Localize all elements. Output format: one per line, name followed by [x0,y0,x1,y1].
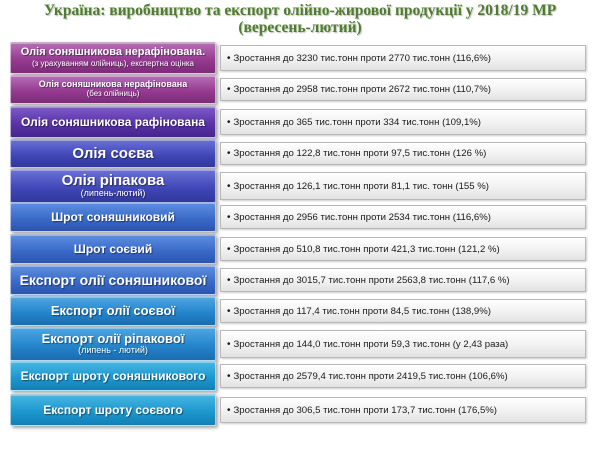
row-export-rapeseed-oil [10,327,586,361]
row-label-main: Олія соняшникова нерафінована [38,78,188,89]
row-label [10,202,216,232]
row-value-text: Зростання до 3230 тис.тонн проти 2770 тис.тонн (116,6%) [233,52,491,64]
row-label-main: Олія соєва [72,144,154,162]
row-label-main: Експорт олії соняшникової [19,271,207,288]
title-line-1: Україна: виробництво та експорт олійно-жирової продукції у 2018/19 МР [43,2,557,19]
bullet-icon: • [227,338,231,350]
row-value-bar [220,268,586,292]
row-rapeseed-oil [10,169,586,203]
row-label [10,106,216,138]
row-label-sub: (без олійниць) [86,89,140,99]
row-label-main: Експорт шроту соняшникового [20,368,206,383]
row-label [10,139,216,168]
row-label [10,265,216,295]
row-value-text: Зростання до 144,0 тис.тонн проти 59,3 тис.тонн (у 2,43 раза) [233,338,509,350]
bullet-icon: • [227,305,231,317]
row-value-text: Зростання до 510,8 тис.тонн проти 421,3 тис.тонн (121,2 %) [233,243,500,255]
row-value-bar [220,237,586,261]
row-label-main: Експорт шроту соєвого [43,402,183,417]
bullet-icon: • [227,148,231,159]
row-label-sub: (липень - лютий) [78,344,148,355]
row-label [10,42,216,74]
row-soybean-meal [10,234,586,264]
row-sunflower-oil-refined [10,106,586,138]
row-label-sub: (липень-лютий) [80,187,146,198]
row-value-text: Зростання до 2958 тис.тонн проти 2672 тис.тонн (110,7%) [233,84,491,95]
row-value-bar [220,330,586,358]
row-label-main: Експорт олії ріпакової [41,331,185,347]
row-label-sub: (з урахуванням олійниць), експертна оцінка [32,58,194,68]
row-value-bar [220,142,586,165]
row-value-text: Зростання до 365 тис.тонн проти 334 тис.тонн (109,1%) [233,116,481,128]
bullet-icon: • [227,180,231,192]
bullet-icon: • [227,370,231,382]
row-label-main: Олія соняшникова нерафінована. [20,46,206,59]
row-label-main: Експорт олії соєвої [50,303,176,319]
bullet-icon: • [227,274,231,286]
row-value-text: Зростання до 126,1 тис.тонн проти 81,1 тис. тонн (155 %) [233,180,489,192]
row-value-text: Зростання до 2579,4 тис.тонн проти 2419,5 тис.тонн (106,6%) [233,370,508,382]
row-value-bar [220,299,586,323]
row-label [10,327,216,361]
bullet-icon: • [227,84,231,95]
row-value-text: Зростання до 3015,7 тис.тонн проти 2563,8 тис.тонн (117,6 %) [233,274,510,286]
row-export-soybean-oil [10,296,586,326]
row-label [10,296,216,326]
row-value-text: Зростання до 306,5 тис.тонн проти 173,7 тис.тонн (176,5%) [233,404,498,416]
row-value-text: Зростання до 117,4 тис.тонн проти 84,5 тис.тонн (138,9%) [233,305,491,317]
row-value-bar [220,397,586,423]
row-sunflower-oil-unrefined-no-mills [10,75,586,104]
row-sunflower-meal [10,202,586,232]
row-label-main: Шрот соняшниковий [51,209,175,224]
row-soybean-oil [10,139,586,168]
row-value-bar [220,205,586,229]
bullet-icon: • [227,404,231,416]
row-value-bar [220,45,586,71]
row-label [10,394,216,426]
row-export-sunflower-meal [10,361,586,391]
row-value-bar [220,78,586,101]
row-export-sunflower-oil [10,265,586,295]
row-value-text: Зростання до 122,8 тис.тонн проти 97,5 тис.тонн (126 %) [233,148,487,159]
row-sunflower-oil-unrefined-total [10,42,586,74]
bullet-icon: • [227,243,231,255]
row-label [10,361,216,391]
row-label-main: Шрот соєвий [73,241,153,256]
row-label [10,234,216,264]
row-value-text: Зростання до 2956 тис.тонн проти 2534 тис.тонн (116,6%) [233,211,491,223]
row-export-soybean-meal [10,394,586,426]
bullet-icon: • [227,211,231,223]
row-label-main: Олія соняшникова рафінована [21,114,205,129]
row-value-bar [220,364,586,388]
row-label [10,169,216,203]
bullet-icon: • [227,52,231,64]
row-label [10,75,216,104]
row-label-main: Олія ріпакова [61,172,165,190]
row-value-bar [220,172,586,200]
title-line-2: (вересень-лютий) [238,19,362,36]
bullet-icon: • [227,116,231,128]
row-value-bar [220,109,586,135]
